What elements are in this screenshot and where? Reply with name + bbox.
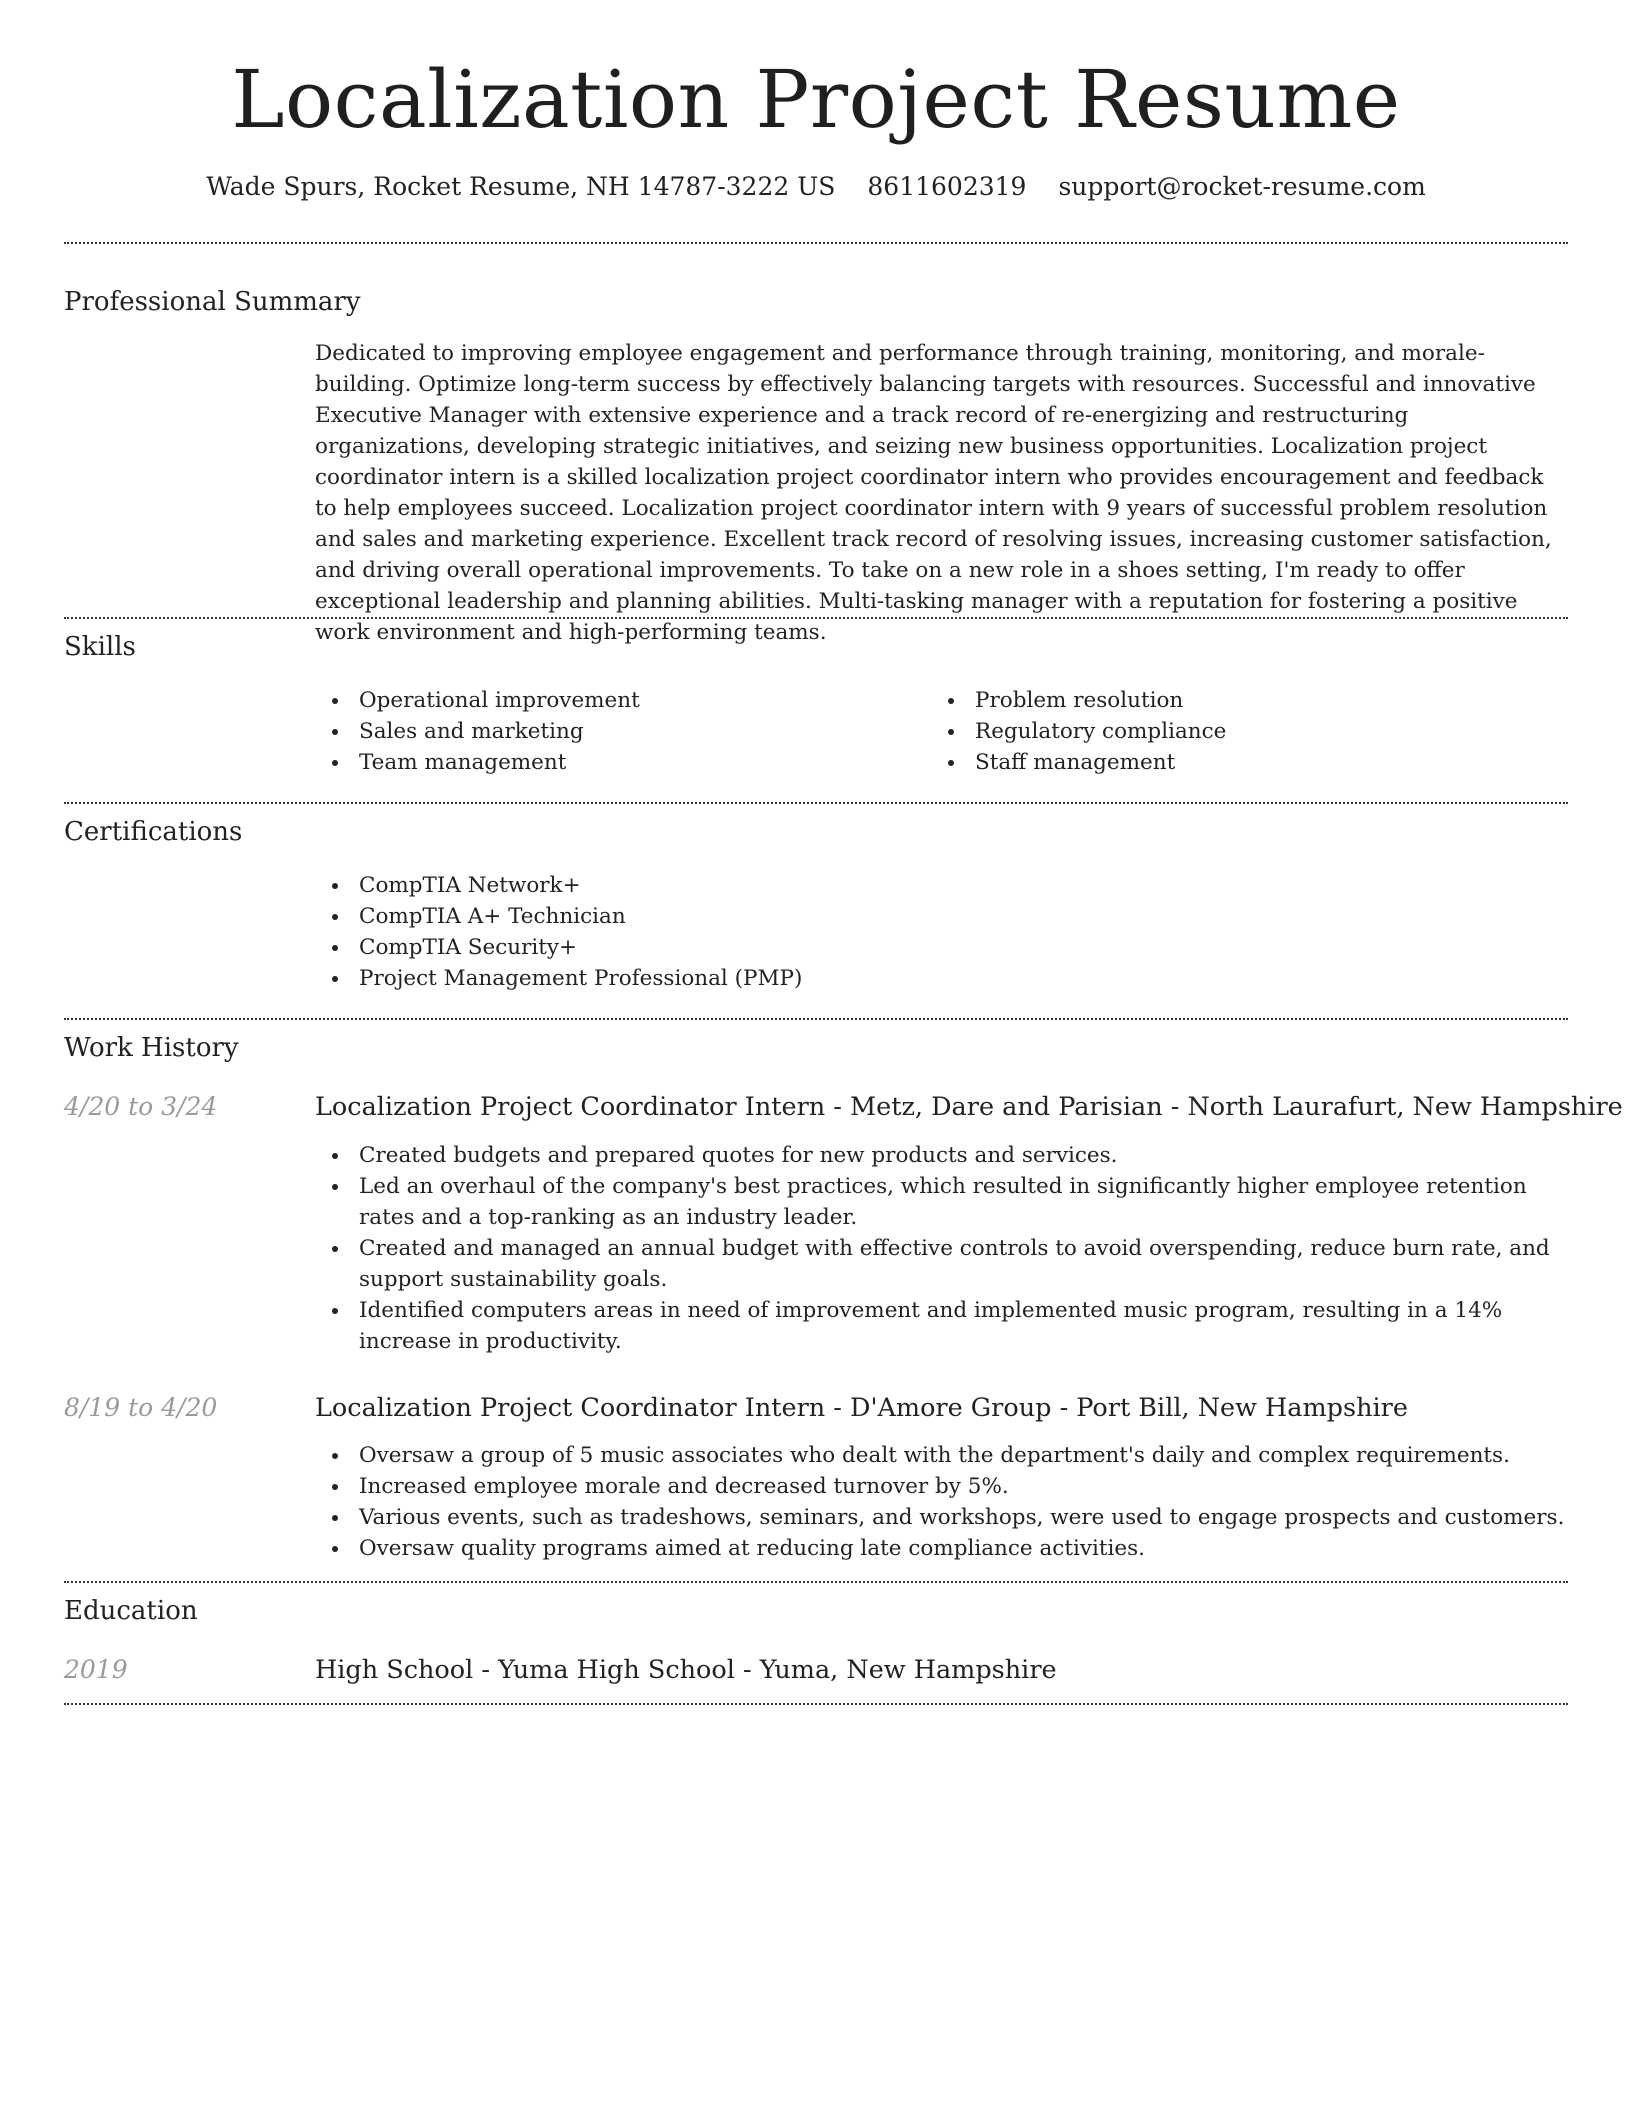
list-item: CompTIA Security+ [315,932,1568,963]
education-dates: 2019 [64,1655,128,1684]
list-item: Problem resolution [931,685,1568,716]
job-header [64,1092,1623,1122]
section-certifications [64,804,1568,1018]
section-heading: Skills [64,632,136,662]
job-header [64,1392,1568,1423]
list-item: Sales and marketing [315,716,931,747]
section-education [64,1583,1568,1703]
list-item: Oversaw quality programs aimed at reducing late compliance activities. [315,1533,1568,1564]
list-item: CompTIA Network+ [315,870,1568,901]
list-item: Various events, such as tradeshows, seminars, and workshops, were used to engage prospects and customers. [315,1502,1568,1533]
skills-grid [315,685,1568,802]
contact-email: support@rocket-resume.com [1058,172,1426,201]
section-heading: Education [64,1596,198,1626]
job-dates: 8/19 to 4/20 [64,1392,218,1422]
job-bullets [315,1140,1568,1357]
list-item: Project Management Professional (PMP) [315,963,1568,994]
list-item: Increased employee morale and decreased turnover by 5%. [315,1471,1568,1502]
section-heading: Professional Summary [64,287,361,317]
job-entry [64,1392,1568,1565]
list-item: Staff management [931,747,1568,778]
job-title: Localization Project Coordinator Intern - Metz, Dare and Parisian - North Laurafurt, New Hampshire [315,1092,1623,1122]
divider [64,1703,1568,1705]
list-item: Identified computers areas in need of improvement and implemented music program, resulting in a 14% increase in productivity. [315,1295,1568,1357]
job-entry [64,1092,1623,1357]
list-item: Operational improvement [315,685,931,716]
list-item: Regulatory compliance [931,716,1568,747]
section-heading: Certifications [64,817,243,847]
list-item: Created and managed an annual budget with effective controls to avoid overspending, reduce burn rate, and support sustainability goals. [315,1233,1568,1295]
section-professional-summary [64,244,1568,645]
job-title: Localization Project Coordinator Intern - D'Amore Group - Port Bill, New Hampshire [315,1392,1408,1423]
job-dates: 4/20 to 3/24 [64,1092,218,1121]
list-item: Created budgets and prepared quotes for new products and services. [315,1140,1568,1171]
section-work-history [64,1020,1623,1564]
list-item: CompTIA A+ Technician [315,901,1568,932]
education-entry [64,1657,1568,1703]
skills-list-right [931,685,1568,802]
list-item: Led an overhaul of the company's best practices, which resulted in significantly higher employee retention rates and a top-ranking as an industry leader. [315,1171,1568,1233]
contact-line [64,148,1568,242]
list-item: Oversaw a group of 5 music associates who dealt with the department's daily and complex requirements. [315,1440,1568,1471]
list-item: Team management [315,747,931,778]
resume-title: Localization Project Resume [231,53,1401,146]
contact-address: Wade Spurs, Rocket Resume, NH 14787-3222 US [206,172,836,201]
summary-text: Dedicated to improving employee engagement and performance through training, monitoring, and morale-building. Optimize long-term success by effectively balancing targets with resources. Successful and innovative Executive Manager with extensive experience and a track record of re-energizing and restructuring organizations, developing strategic initiatives, and seizing new business opportunities. Localization project coordinator intern is a skilled localization project coordinator intern who provides encouragement and feedback to help employees succeed. Localization project coordinator intern with 9 years of successful problem resolution and sales and marketing experience. Excellent track record of resolving issues, increasing customer satisfaction, and driving overall operational improvements. To take on a new role in a shoes setting, I'm ready to offer exceptional leadership and planning abilities. Multi-tasking manager with a reputation for fostering a positive work environment and high-performing teams. [315,341,1552,645]
section-heading: Work History [64,1033,239,1063]
education-title: High School - Yuma High School - Yuma, New Hampshire [315,1655,1057,1685]
certifications-list [315,870,1568,1018]
job-bullets [315,1440,1568,1564]
skills-list-left [315,685,931,802]
contact-phone: 8611602319 [867,172,1027,201]
